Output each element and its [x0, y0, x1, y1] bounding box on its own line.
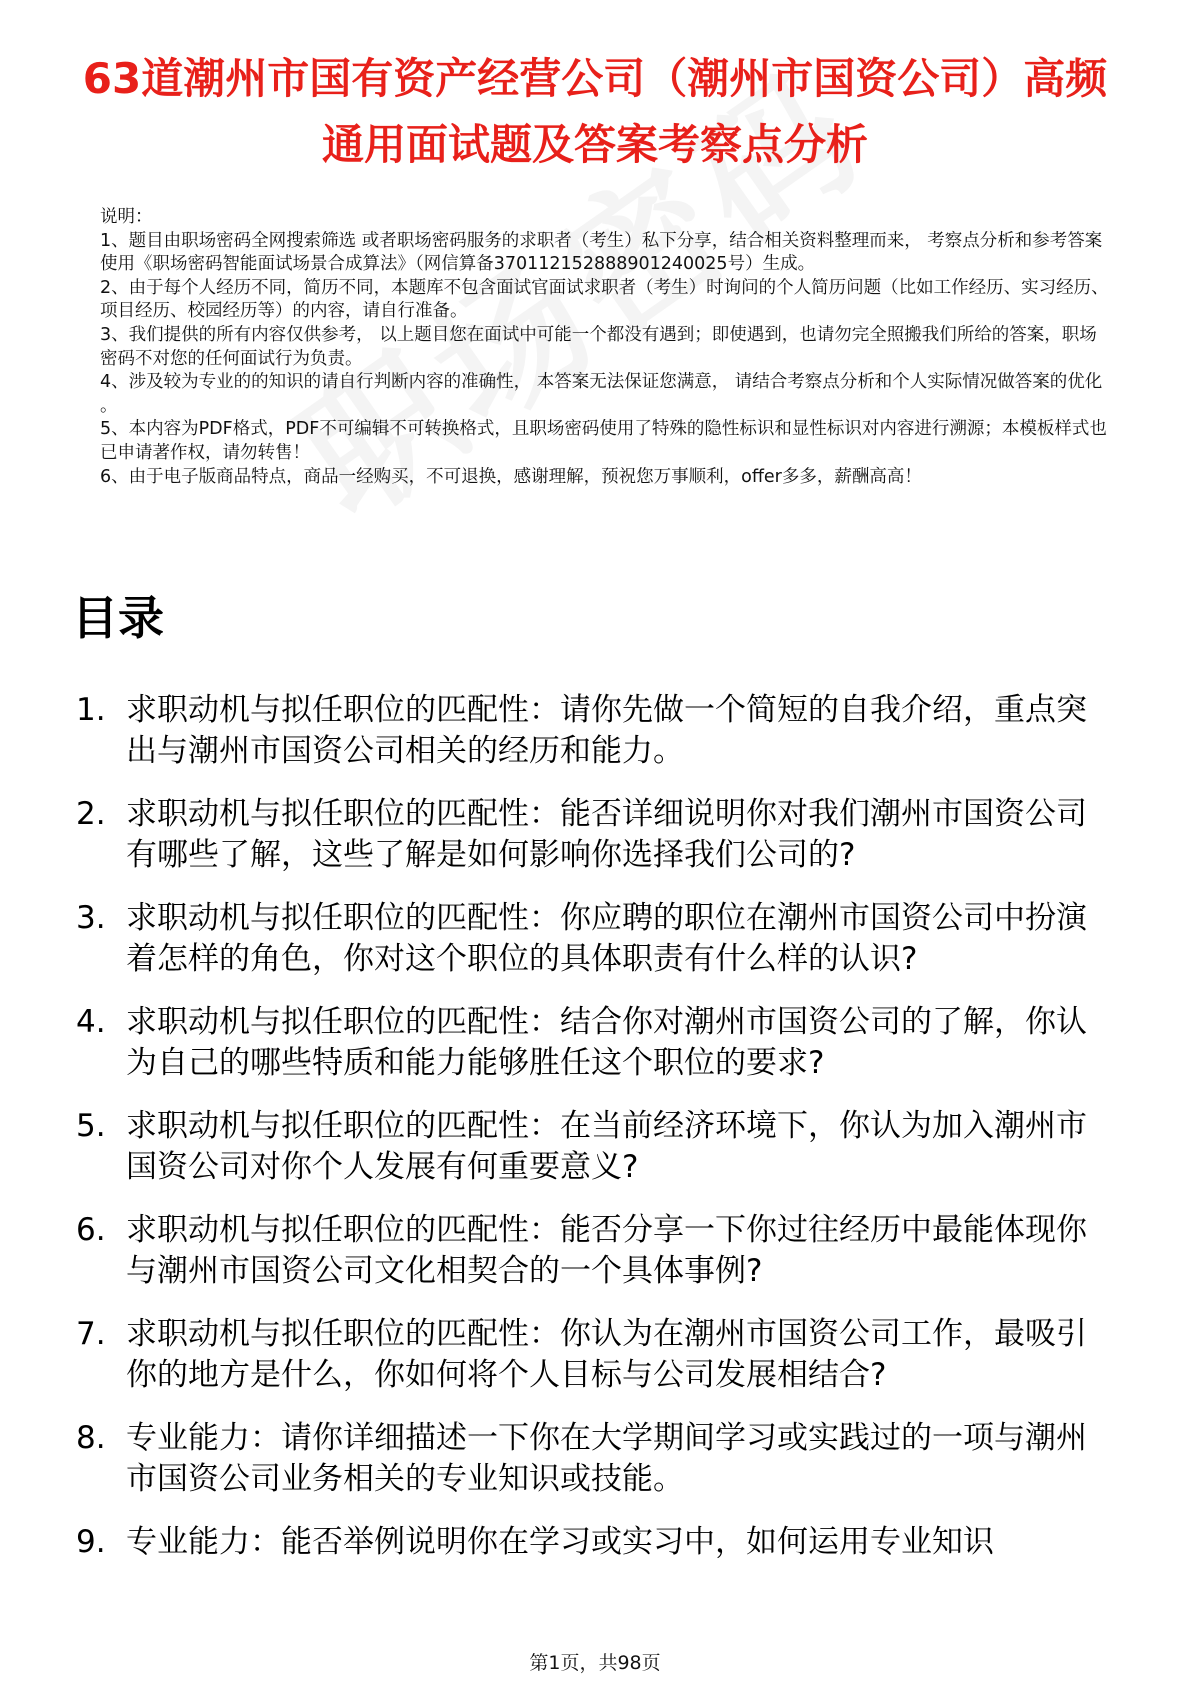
toc-item[interactable]: [76, 898, 1116, 980]
toc-item-number: 1.: [76, 692, 106, 728]
note-item-2: 2、由于每个人经历不同，简历不同，本题库不包含面试官面试求职者（考生）时询问的个人简历问题（比如工作经历、实习经历、项目经历、校园经历等）的内容，请自行准备。: [100, 277, 1109, 322]
toc-item-text: 专业能力：能否举例说明你在学习或实习中，如何运用专业知识: [126, 1524, 994, 1560]
toc-item[interactable]: [76, 690, 1116, 772]
note-item-5: 5、本内容为PDF格式，PDF不可编辑不可转换格式，且职场密码使用了特殊的隐性标识和显性标识对内容进行溯源；本模板样式也已申请著作权，请勿转售！: [100, 419, 1107, 463]
note-item-4: 4、涉及较为专业的的知识的请自行判断内容的准确性， 本答案无法保证您满意， 请结合考察点分析和个人实际情况做答案的优化 。: [100, 372, 1103, 416]
page-footer: 第1页，共98页: [529, 1652, 661, 1674]
notes-heading: 说明：: [100, 207, 153, 227]
toc-item[interactable]: [76, 1106, 1116, 1188]
toc-item-number: 8.: [76, 1420, 106, 1456]
toc-item[interactable]: [76, 1522, 1116, 1563]
toc-item[interactable]: [76, 794, 1116, 876]
toc-item[interactable]: [76, 1002, 1116, 1084]
toc-item-text: 求职动机与拟任职位的匹配性：能否分享一下你过往经历中最能体现你与潮州市国资公司文化相契合的一个具体事例?: [126, 1212, 1087, 1289]
toc-item[interactable]: [76, 1314, 1116, 1396]
note-item-3: 3、我们提供的所有内容仅供参考， 以上题目您在面试中可能一个都没有遇到；即使遇到，也请勿完全照搬我们所给的答案，职场密码不对您的任何面试行为负责。: [100, 324, 1097, 369]
toc-item-number: 2.: [76, 796, 106, 832]
notes-section: [100, 206, 1110, 489]
toc-heading: 目录: [72, 591, 164, 645]
toc-item-text: 求职动机与拟任职位的匹配性：结合你对潮州市国资公司的了解，你认为自己的哪些特质和能力能够胜任这个职位的要求?: [126, 1004, 1087, 1081]
toc-item-number: 9.: [76, 1524, 106, 1560]
toc-item-text: 求职动机与拟任职位的匹配性：你认为在潮州市国资公司工作，最吸引你的地方是什么，你如何将个人目标与公司发展相结合?: [126, 1316, 1087, 1393]
toc-item[interactable]: [76, 1418, 1116, 1500]
toc-item-text: 求职动机与拟任职位的匹配性：在当前经济环境下，你认为加入潮州市国资公司对你个人发展有何重要意义?: [126, 1108, 1087, 1185]
toc-item-number: 6.: [76, 1212, 106, 1248]
toc-item-text: 求职动机与拟任职位的匹配性：能否详细说明你对我们潮州市国资公司有哪些了解，这些了解是如何影响你选择我们公司的?: [126, 796, 1087, 873]
toc-list: [76, 690, 1116, 1585]
toc-item-number: 5.: [76, 1108, 106, 1144]
document-title: 63道潮州市国有资产经营公司（潮州市国资公司）高频通用面试题及答案考察点分析: [82, 54, 1108, 169]
toc-item-text: 求职动机与拟任职位的匹配性：请你先做一个简短的自我介绍，重点突出与潮州市国资公司相关的经历和能力。: [126, 692, 1087, 769]
toc-item[interactable]: [76, 1210, 1116, 1292]
toc-item-text: 求职动机与拟任职位的匹配性：你应聘的职位在潮州市国资公司中扮演着怎样的角色，你对这个职位的具体职责有什么样的认识?: [126, 900, 1087, 977]
note-item-6: 6、由于电子版商品特点，商品一经购买，不可退换，感谢理解，预祝您万事顺利，offer多多，薪酬高高！: [100, 466, 922, 487]
toc-item-number: 7.: [76, 1316, 106, 1352]
toc-item-number: 3.: [76, 900, 106, 936]
toc-item-text: 专业能力：请你详细描述一下你在大学期间学习或实践过的一项与潮州市国资公司业务相关的专业知识或技能。: [126, 1420, 1087, 1497]
toc-item-number: 4.: [76, 1004, 106, 1040]
note-item-1: 1、题目由职场密码全网搜索筛选 或者职场密码服务的求职者（考生）私下分享，结合相关资料整理而来， 考察点分析和参考答案使用《职场密码智能面试场景合成算法》（网信算备370112152888901240025号）生成。: [100, 230, 1103, 275]
